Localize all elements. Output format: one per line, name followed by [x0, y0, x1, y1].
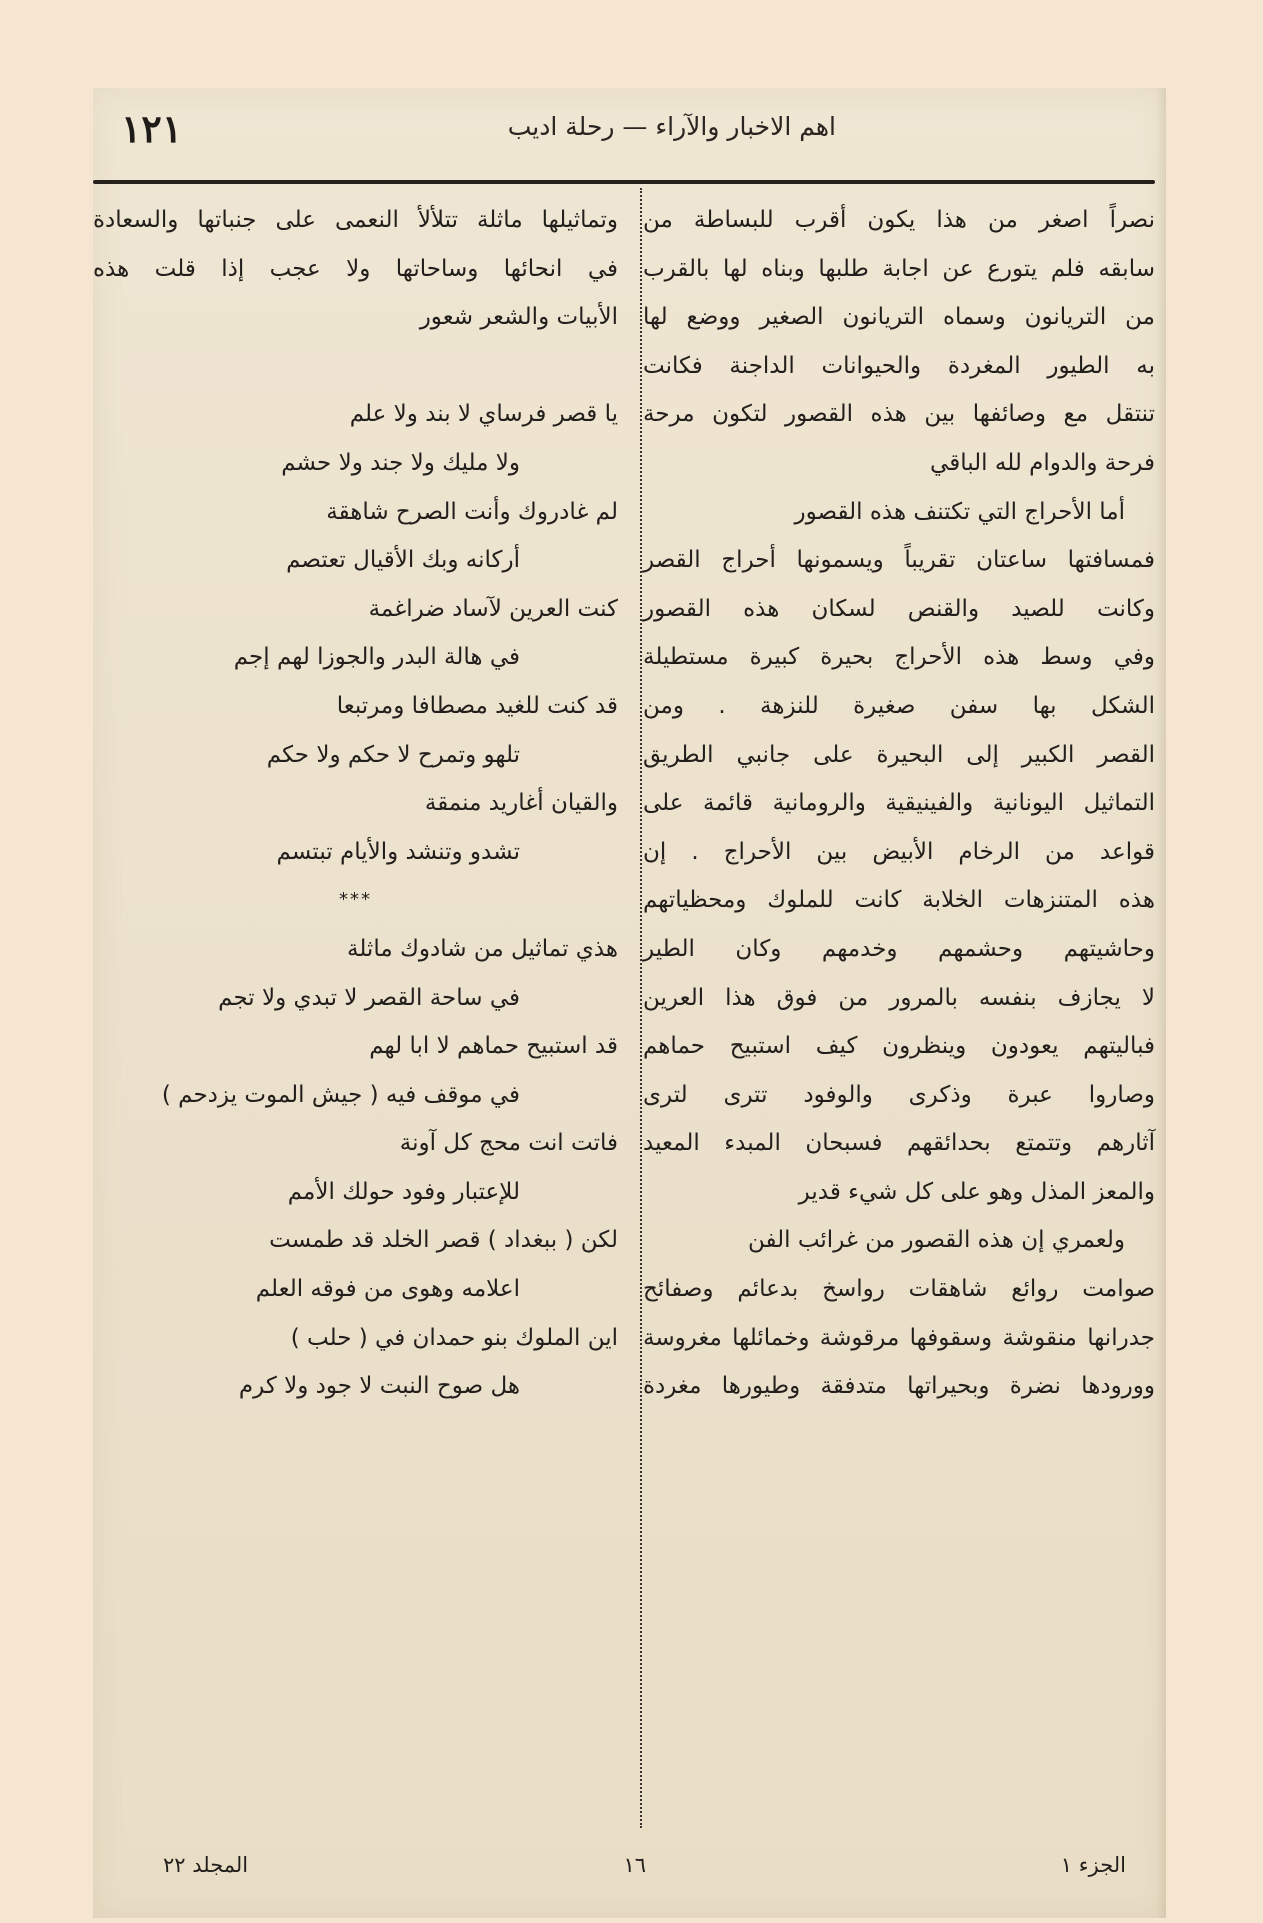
text-line: الأبيات والشعر شعور — [419, 304, 618, 331]
poem-verse-first-hemistich: قد استبيح حماهم لا ابا لهم — [369, 1033, 618, 1060]
section-separator: *** — [339, 889, 372, 911]
text-line: في انحائها وساحاتها ولا عجب إذا قلت هذه — [93, 255, 618, 282]
page-footer — [93, 1853, 1166, 1903]
poem-verse-first-hemistich: يا قصر فرساي لا بند ولا علم — [349, 401, 618, 428]
text-line: وتماثيلها ماثلة تتلألأ النعمى على جنباتها والسعادة — [93, 207, 618, 233]
signature-number: ١٦ — [623, 1853, 646, 1877]
text-line: صوامت روائع شاهقات رواسخ بدعائم وصفائح — [643, 1276, 1155, 1303]
text-line: نصراً اصغر من هذا يكون أقرب للبساطة من — [643, 207, 1155, 233]
scanned-page — [93, 88, 1166, 1918]
left-column-poem — [93, 196, 628, 1411]
text-line: لا يجازف بنفسه بالمرور من فوق هذا العرين — [643, 984, 1155, 1011]
poem-verse-second-hemistich: تلهو وتمرح لا حكم ولا حكم — [266, 741, 520, 768]
text-line: سابقه فلم يتورع عن اجابة طلبها وبناه لها بالقرب — [643, 255, 1155, 282]
poem-verse-first-hemistich: اين الملوك بنو حمدان في ( حلب ) — [290, 1324, 618, 1351]
text-line: به الطيور المغردة والحيوانات الداجنة فكانت — [643, 352, 1155, 379]
part-label: الجزء ١ — [1060, 1853, 1126, 1877]
text-line: القصر الكبير إلى البحيرة على جانبي الطريق — [643, 741, 1155, 768]
text-line: هذه المتنزهات الخلابة كانت للملوك ومحظياتهم — [643, 887, 1155, 914]
text-line: والمعز المذل وهو على كل شيء قدير — [798, 1178, 1155, 1205]
column-divider — [640, 188, 642, 1828]
text-line: أما الأحراج التي تكتنف هذه القصور — [794, 498, 1125, 525]
text-line: وكانت للصيد والقنص لسكان هذه القصور — [643, 595, 1155, 622]
poem-verse-first-hemistich: هذي تماثيل من شادوك ماثلة — [346, 935, 618, 962]
text-line: من التريانون وسماه التريانون الصغير ووضع لها — [643, 304, 1155, 331]
page-header — [93, 88, 1166, 182]
poem-verse-first-hemistich: فاتت انت محج كل آونة — [399, 1130, 618, 1157]
text-line: وفي وسط هذه الأحراج بحيرة كبيرة مستطيلة — [643, 644, 1155, 671]
poem-verse-first-hemistich: لكن ( ببغداد ) قصر الخلد قد طمست — [269, 1227, 618, 1254]
poem-verse-first-hemistich: والقيان أغاريد منمقة — [424, 790, 618, 817]
running-title: اهم الاخبار والآراء — رحلة اديب — [507, 112, 836, 141]
poem-verse-second-hemistich: اعلامه وهوى من فوقه العلم — [255, 1276, 520, 1303]
text-line: جدرانها منقوشة وسقوفها مرقوشة وخمائلها مغروسة — [643, 1324, 1155, 1351]
text-line: وحاشيتهم وحشمهم وخدمهم وكان الطير — [643, 935, 1155, 962]
text-line: ولعمري إن هذه القصور من غرائب الفن — [747, 1227, 1125, 1254]
text-line: قواعد من الرخام الأبيض بين الأحراج . إن — [643, 838, 1155, 865]
poem-verse-first-hemistich: كنت العرين لآساد ضراغمة — [368, 595, 618, 622]
poem-verse-second-hemistich: هل صوح النبت لا جود ولا كرم — [238, 1373, 520, 1400]
spacer — [93, 342, 628, 391]
poem-verse-second-hemistich: للإعتبار وفود حولك الأمم — [287, 1178, 520, 1205]
poem-verse-second-hemistich: في موقف فيه ( جيش الموت يزدحم ) — [161, 1081, 520, 1108]
text-line: فباليتهم يعودون وينظرون كيف استبيح حماهم — [643, 1033, 1155, 1060]
poem-verse-first-hemistich: لم غادروك وأنت الصرح شاهقة — [326, 498, 618, 525]
poem-verse-second-hemistich: تشدو وتنشد والأيام تبتسم — [276, 838, 520, 865]
text-line: آثارهم وتتمتع بحدائقهم فسبحان المبدء المعيد — [643, 1130, 1155, 1157]
right-column-prose — [643, 196, 1163, 1411]
poem-verse-second-hemistich: في هالة البدر والجوزا لهم إجم — [233, 644, 520, 671]
text-line: الشكل بها سفن صغيرة للنزهة . ومن — [643, 692, 1155, 719]
page-number: ١٢١ — [121, 106, 183, 151]
poem-verse-first-hemistich: قد كنت للغيد مصطافا ومرتبعا — [336, 692, 618, 719]
poem-verse-second-hemistich: ولا مليك ولا جند ولا حشم — [281, 449, 520, 476]
poem-verse-second-hemistich: أركانه وبك الأقيال تعتصم — [286, 547, 520, 574]
header-rule — [93, 180, 1155, 184]
text-line: تنتقل مع وصائفها بين هذه القصور لتكون مرحة — [643, 401, 1155, 428]
volume-label: المجلد ٢٢ — [163, 1853, 249, 1877]
text-line: التماثيل اليونانية والفينيقية والرومانية قائمة على — [643, 790, 1155, 817]
text-line: وصاروا عبرة وذكرى والوفود تترى لترى — [643, 1081, 1155, 1108]
text-line: فمسافتها ساعتان تقريباً ويسمونها أحراج القصر — [643, 547, 1155, 574]
poem-verse-second-hemistich: في ساحة القصر لا تبدي ولا تجم — [218, 984, 520, 1011]
text-line: فرحة والدوام لله الباقي — [930, 449, 1155, 476]
text-line: وورودها نضرة وبحيراتها متدفقة وطيورها مغردة — [643, 1373, 1155, 1400]
